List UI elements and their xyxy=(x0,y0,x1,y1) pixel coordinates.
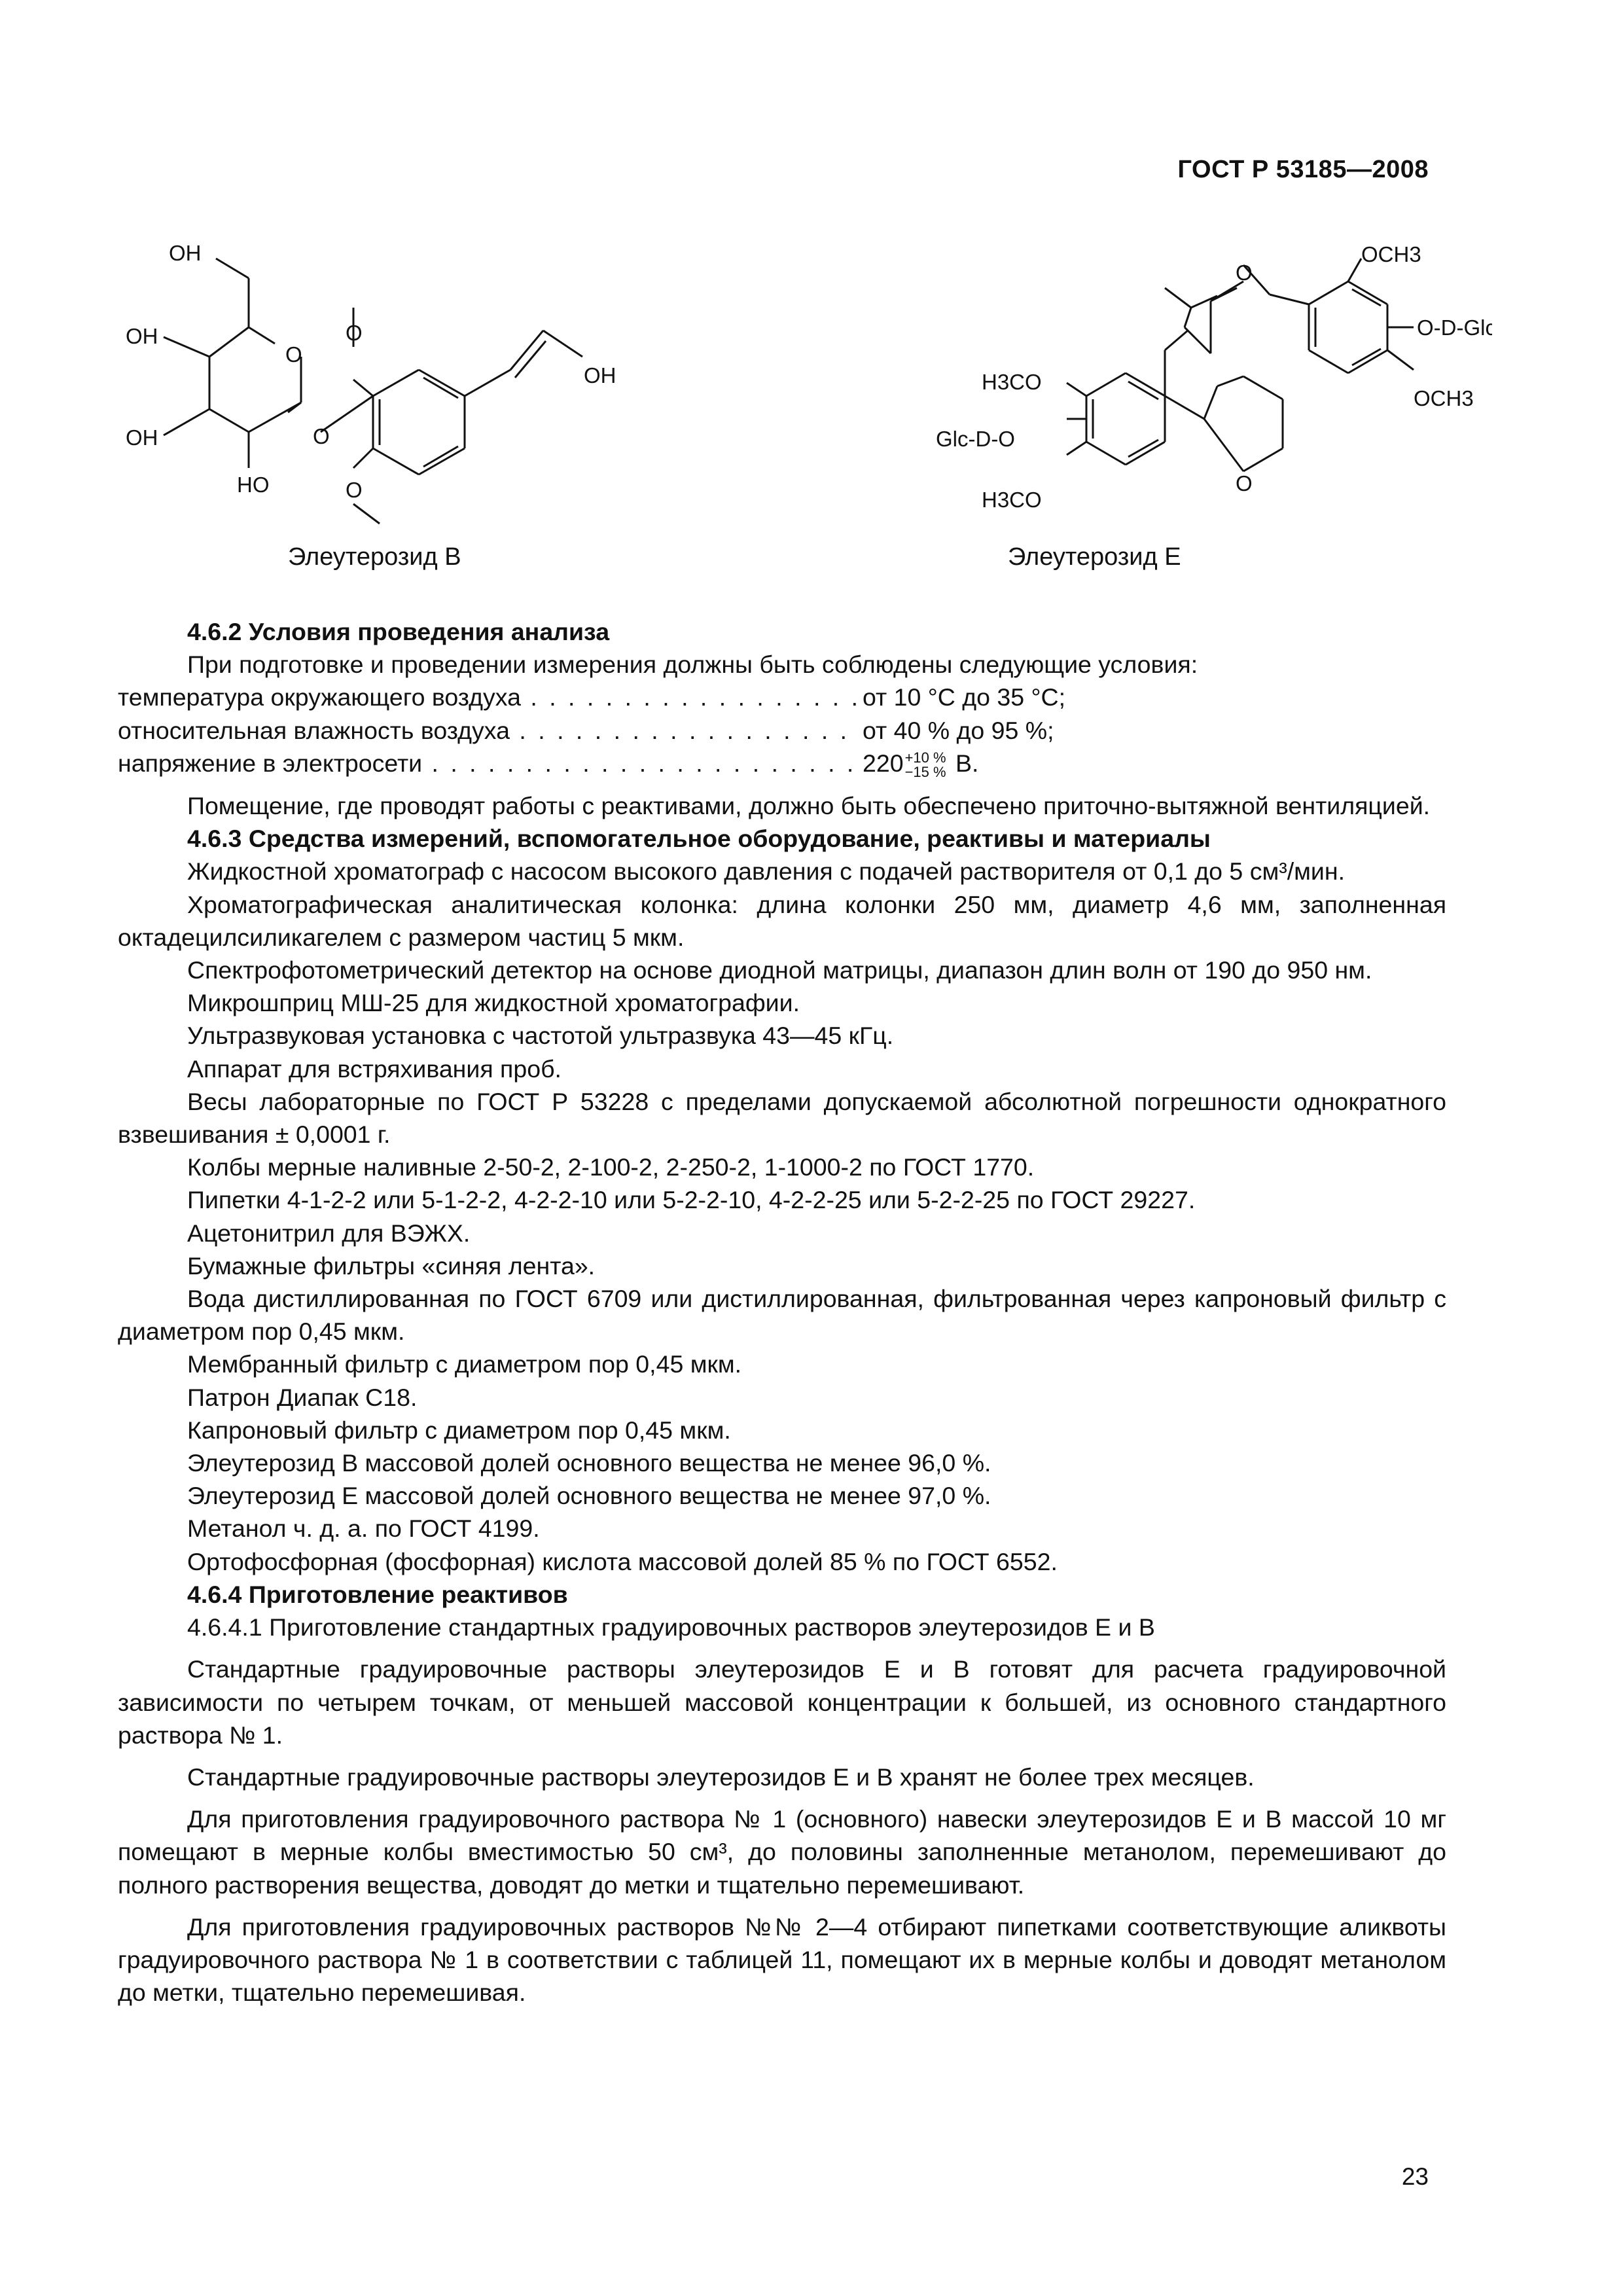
paragraph: Помещение, где проводят работы с реактивами, должно быть обеспечено приточно-вытяжной вентиляцией. xyxy=(187,792,1431,820)
equipment-item: Элеутерозид Е массовой долей основного вещества не менее 97,0 %. xyxy=(187,1482,991,1510)
figure-caption: Элеутерозид В xyxy=(288,543,461,571)
equipment-item: Колбы мерные наливные 2-50-2, 2-100-2, 2-250-2, 1-1000-2 по ГОСТ 1770. xyxy=(187,1153,1035,1181)
condition-value: от 40 % до 95 %; xyxy=(863,716,1054,744)
equipment-item: Жидкостной хроматограф с насосом высокого давления с подачей растворителя от 0,1 до 5 см³/мин. xyxy=(187,857,1346,886)
methoxy-oxygen-label: O xyxy=(346,321,363,345)
equipment-item: Вода дистиллированная по ГОСТ 6709 или дистиллированная, фильтрованная через капроновый фильтр с диаметром пор 0,45 мкм. xyxy=(118,1285,1446,1346)
hydroxyl-label: OH xyxy=(126,425,158,450)
preparation-paragraph: Для приготовления градуировочного раствора № 1 (основного) навески элеутерозидов Е и В массой 10 мг помещают в мерные колбы вместимостью 50 см³, до половины заполненные метанолом, перемешивают до полного растворения вещества, доводят до метки и тщательно перемешивают. xyxy=(118,1805,1446,1899)
condition-label: относительная влажность воздуха . . . xyxy=(118,714,857,747)
hydroxyl-label: OH xyxy=(584,363,616,387)
ring-oxygen-label: O xyxy=(1236,260,1253,285)
methoxy-label: H3CO xyxy=(982,488,1042,512)
ring-oxygen-label: O xyxy=(285,342,302,367)
equipment-item: Элеутерозид В массовой долей основного вещества не менее 96,0 %. xyxy=(187,1449,991,1477)
equipment-item: Бумажные фильтры «синяя лента». xyxy=(187,1251,596,1280)
glucoside-label: Glc-D-O xyxy=(936,427,1015,451)
ring-oxygen-label: O xyxy=(1236,471,1253,495)
voltage-unit: В. xyxy=(948,749,979,777)
section-heading-4-6-2: 4.6.2 Условия проведения анализа xyxy=(187,618,610,645)
equipment-item: Ацетонитрил для ВЭЖХ. xyxy=(187,1219,471,1247)
equipment-item: Мембранный фильтр с диаметром пор 0,45 мкм. xyxy=(187,1350,742,1378)
figure-eleutheroside-b xyxy=(111,223,681,589)
eleutheroside-b-structure xyxy=(111,223,681,550)
hydroxyl-label: HO xyxy=(237,473,270,497)
page-number: 23 xyxy=(1401,2163,1429,2190)
document-header: ГОСТ Р 53185—2008 xyxy=(1177,156,1429,183)
hydroxyl-label: OH xyxy=(169,241,202,265)
condition-label: напряжение в электросети . . . xyxy=(118,747,857,780)
condition-value: от 10 °С до 35 °С; xyxy=(863,683,1066,711)
condition-row xyxy=(118,747,1446,780)
equipment-item: Ортофосфорная (фосфорная) кислота массовой долей 85 % по ГОСТ 6552. xyxy=(187,1547,1058,1575)
methoxy-label: H3CO xyxy=(982,370,1042,394)
preparation-paragraphs xyxy=(118,1653,1446,2009)
preparation-paragraph: Стандартные градуировочные растворы элеутерозидов Е и В хранят не более трех месяцев. xyxy=(187,1763,1255,1791)
methoxy-label: OCH3 xyxy=(1414,386,1474,410)
paragraph: При подготовке и проведении измерения должны быть соблюдены следующие условия: xyxy=(187,651,1198,679)
equipment-item: Патрон Диапак С18. xyxy=(187,1383,418,1411)
equipment-item: Спектрофотометрический детектор на основе диодной матрицы, диапазон длин волн от 190 до 950 нм. xyxy=(187,956,1372,984)
tolerance-upper: +10 % xyxy=(904,749,946,766)
document-body xyxy=(118,615,1446,2009)
condition-value xyxy=(863,747,978,780)
figure-caption: Элеутерозид Е xyxy=(1008,543,1181,571)
subsection-heading-4-6-4-1: 4.6.4.1 Приготовление стандартных градуировочных растворов элеутерозидов Е и В xyxy=(187,1613,1155,1641)
tolerance-lower: −15 % xyxy=(904,763,946,780)
equipment-item: Метанол ч. д. а. по ГОСТ 4199. xyxy=(187,1515,540,1543)
equipment-item: Хроматографическая аналитическая колонка: длина колонки 250 мм, диаметр 4,6 мм, заполненная октадецилсиликагелем с размером частиц 5 мкм. xyxy=(118,890,1446,951)
glucoside-label: O-D-Glc xyxy=(1417,315,1492,340)
methoxy-label: OCH3 xyxy=(1361,242,1421,266)
equipment-item: Весы лабораторные по ГОСТ Р 53228 с пределами допускаемой абсолютной погрешности однократного взвешивания ± 0,0001 г. xyxy=(118,1087,1446,1149)
section-heading-4-6-3: 4.6.3 Средства измерений, вспомогательное оборудование, реактивы и материалы xyxy=(187,825,1211,853)
tolerance xyxy=(905,751,946,780)
hydroxyl-label: OH xyxy=(126,324,158,348)
preparation-paragraph: Стандартные градуировочные растворы элеутерозидов Е и В готовят для расчета градуировочной зависимости по четырем точкам, от меньшей массовой концентрации к большей, из основного стандартного раствора № 1. xyxy=(118,1655,1446,1749)
glycosidic-oxygen-label: O xyxy=(313,424,330,448)
equipment-item: Микрошприц МШ-25 для жидкостной хроматографии. xyxy=(187,989,800,1017)
condition-row xyxy=(118,681,1446,713)
equipment-item: Аппарат для встряхивания проб. xyxy=(187,1054,562,1083)
equipment-list xyxy=(118,855,1446,1577)
equipment-item: Капроновый фильтр с диаметром пор 0,45 мкм. xyxy=(187,1416,731,1444)
eleutheroside-e-structure xyxy=(785,223,1492,550)
section-heading-4-6-4: 4.6.4 Приготовление реактивов xyxy=(187,1580,568,1608)
equipment-item: Пипетки 4-1-2-2 или 5-1-2-2, 4-2-2-10 или 5-2-2-10, 4-2-2-25 или 5-2-2-25 по ГОСТ 29227. xyxy=(187,1186,1196,1214)
equipment-item: Ультразвуковая установка с частотой ультразвука 43—45 кГц. xyxy=(187,1022,894,1050)
preparation-paragraph: Для приготовления градуировочных растворов №№ 2—4 отбирают пипетками соответствующие аликвоты градуировочного раствора № 1 в соответствии с таблицей 11, помещают их в мерные колбы и доводят метанолом до метки, тщательно перемешивая. xyxy=(118,1912,1446,2007)
condition-label: температура окружающего воздуха . . . xyxy=(118,681,857,713)
voltage-value: 220 xyxy=(863,749,904,777)
methoxy-oxygen-label: O xyxy=(346,478,363,502)
condition-row xyxy=(118,714,1446,747)
figure-eleutheroside-e xyxy=(785,223,1492,589)
